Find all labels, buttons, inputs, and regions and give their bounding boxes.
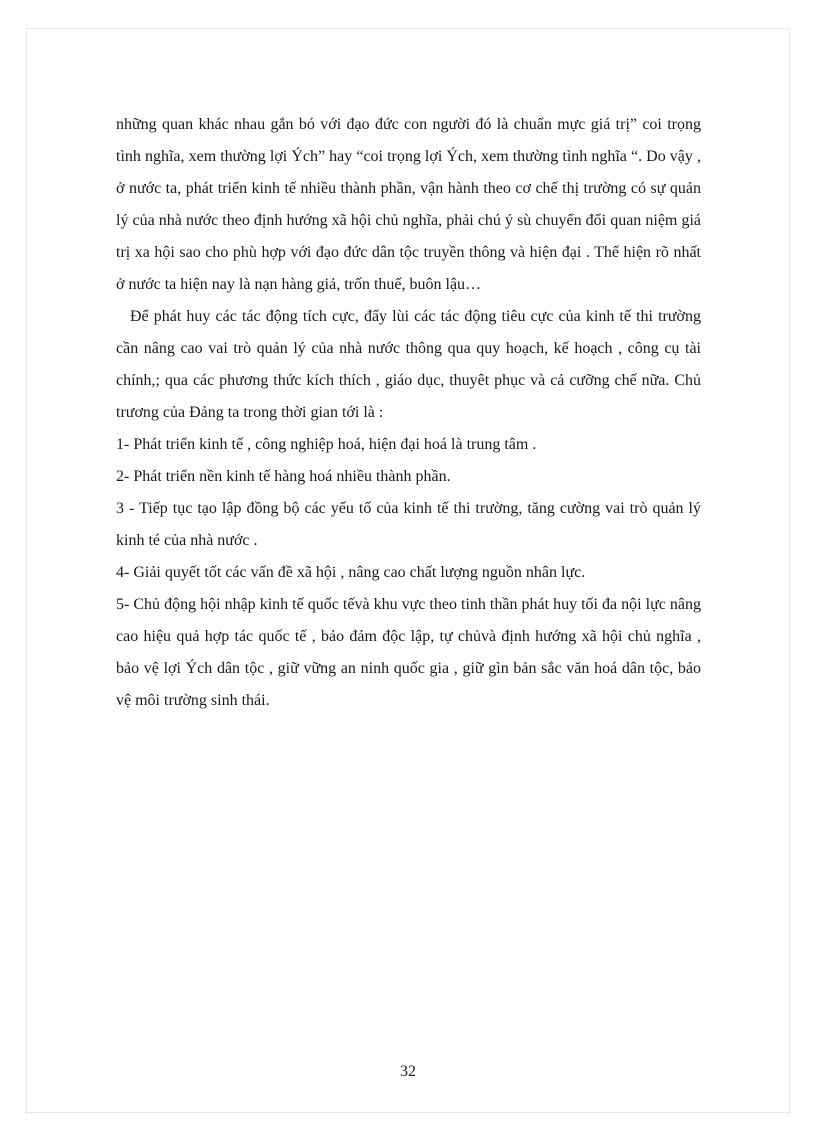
page-number: 32 bbox=[400, 1063, 416, 1080]
list-item-3: 3 - Tiếp tục tạo lập đồng bộ các yếu tố của kinh tế thi trường, tăng cường vai trò quản lý kinh té của nhà nước . bbox=[116, 500, 701, 549]
paragraph-2: Để phát huy các tác động tích cực, đẩy lùi các tác động tiêu cực của kinh tế thi trường cần nâng cao vai trò quản lý của nhà nước thông qua quy hoạch, kế hoạch , công cụ tài chính,; qua các phương thức kích thích , giáo dục, thuyêt phục và cả cưỡng chế nữa. Chủ trương của Đảng ta trong thời gian tới là : bbox=[116, 308, 701, 421]
paragraph-1: những quan khác nhau gắn bó với đạo đức con người đó là chuẩn mực giá trị” coi trọng tình nghĩa, xem thường lợi Ých” hay “coi trọng lợi Ých, xem thường tình nghĩa “. Do vậy , ở nước ta, phát triển kinh tế nhiều thành phần, vận hành theo cơ chế thị trường có sự quản lý của nhà nước theo định hướng xã hội chủ nghĩa, phải chú ý sù chuyển đổi quan niệm giá trị xa hội sao cho phù hợp với đạo đức dân tộc truyền thông và hiện đại . Thể hiện rõ nhất ở nước ta hiện nay là nạn hàng giả, trốn thuế, buôn lậu… bbox=[116, 116, 701, 293]
document-body bbox=[116, 109, 701, 717]
list-item-5: 5- Chủ động hội nhập kinh tế quốc tếvà khu vực theo tinh thần phát huy tối đa nội lực nâng cao hiệu quả hợp tác quốc tế , bảo đảm độc lập, tự chủvà định hướng xã hội chủ nghĩa , bảo vệ lợi Ých dân tộc , giữ vững an ninh quốc gia , giữ gìn bản sắc văn hoá dân tộc, bảo vệ môi trường sinh thái. bbox=[116, 596, 701, 709]
list-item-2: 2- Phát triển nền kinh tế hàng hoá nhiều thành phần. bbox=[116, 468, 451, 485]
list-item-1: 1- Phát triển kinh tế , công nghiệp hoá, hiện đại hoá là trung tâm . bbox=[116, 436, 537, 453]
list-item-4: 4- Giải quyết tốt các vấn đề xã hội , nâng cao chất lượng nguồn nhân lực. bbox=[116, 564, 586, 581]
